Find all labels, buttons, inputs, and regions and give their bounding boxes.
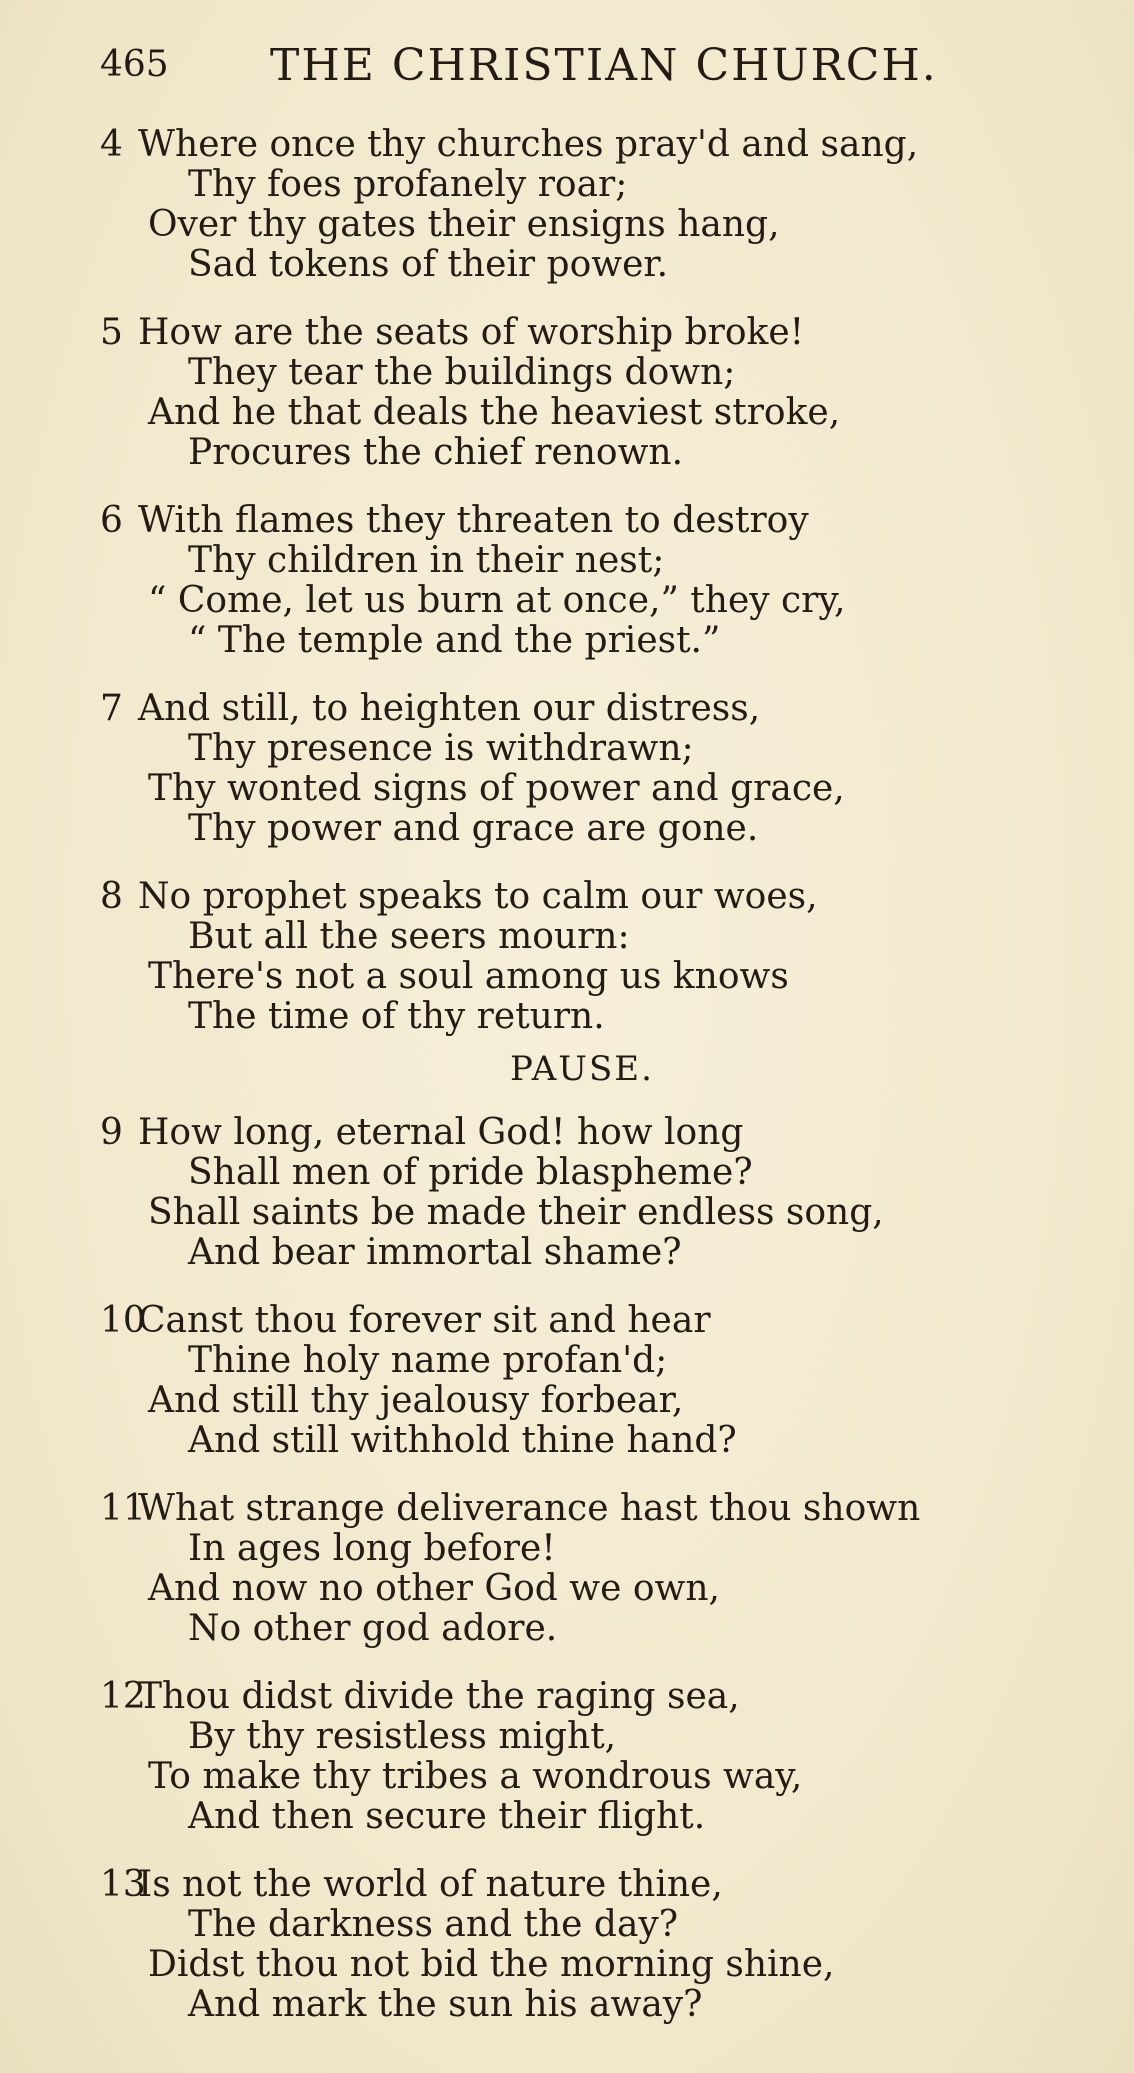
stanza-number: 12 xyxy=(100,1676,146,1717)
pause-heading: PAUSE. xyxy=(510,1049,654,1089)
stanza-line: No other god adore. xyxy=(188,1608,558,1649)
stanza-line: Thy power and grace are gone. xyxy=(188,808,759,849)
stanza-line: Didst thou not bid the morning shine, xyxy=(148,1944,835,1985)
stanza-line: And now no other God we own, xyxy=(148,1568,720,1609)
stanza-line xyxy=(100,1301,1040,1341)
page-number: 465 xyxy=(100,44,169,85)
stanza-number: 7 xyxy=(100,688,123,729)
stanza-line xyxy=(100,1489,1040,1529)
stanza-line: Sad tokens of their power. xyxy=(188,244,669,285)
stanza-8 xyxy=(100,877,1040,1037)
page-header xyxy=(100,40,1000,100)
stanza-10 xyxy=(100,1301,1040,1461)
stanza-line xyxy=(100,1677,1040,1717)
stanza-line: And still thy jealousy forbear, xyxy=(148,1380,684,1421)
stanza-line: Shall saints be made their endless song, xyxy=(148,1192,884,1233)
line-text: What strange deliverance hast thou shown xyxy=(138,1488,921,1529)
stanza-number: 8 xyxy=(100,876,123,917)
line-text: How long, eternal God! how long xyxy=(138,1112,744,1153)
stanza-line xyxy=(100,125,1040,165)
stanza-line xyxy=(100,1865,1040,1905)
stanza-line: The darkness and the day? xyxy=(188,1904,679,1945)
stanza-line: And bear immortal shame? xyxy=(188,1232,682,1273)
stanza-line: Thy wonted signs of power and grace, xyxy=(148,768,845,809)
stanza-11 xyxy=(100,1489,1040,1649)
stanza-line: And still withhold thine hand? xyxy=(188,1420,737,1461)
stanza-line: And he that deals the heaviest stroke, xyxy=(148,392,841,433)
stanza-line: In ages long before! xyxy=(188,1528,556,1569)
stanza-4 xyxy=(100,125,1040,285)
stanza-line: “ The temple and the priest.” xyxy=(188,620,721,661)
line-text: Canst thou forever sit and hear xyxy=(138,1300,711,1341)
stanza-line: “ Come, let us burn at once,” they cry, xyxy=(148,580,846,621)
hymn-body xyxy=(100,125,1040,2053)
stanza-line: And then secure their flight. xyxy=(188,1796,706,1837)
line-text: No prophet speaks to calm our woes, xyxy=(138,876,818,917)
stanza-line: Thy presence is withdrawn; xyxy=(188,728,694,769)
stanza-line: By thy resistless might, xyxy=(188,1716,617,1757)
line-text: Thou didst divide the raging sea, xyxy=(138,1676,740,1717)
line-text: Is not the world of nature thine, xyxy=(138,1864,723,1905)
stanza-number: 5 xyxy=(100,312,123,353)
stanza-6 xyxy=(100,501,1040,661)
stanza-line: Thine holy name profan'd; xyxy=(188,1340,668,1381)
stanza-line: And mark the sun his away? xyxy=(188,1984,703,2025)
stanza-number: 13 xyxy=(100,1864,146,1905)
stanza-7 xyxy=(100,689,1040,849)
stanza-line: To make thy tribes a wondrous way, xyxy=(148,1756,803,1797)
line-text: With flames they threaten to destroy xyxy=(138,500,809,541)
stanza-line: But all the seers mourn: xyxy=(188,916,630,957)
stanza-line: Procures the chief renown. xyxy=(188,432,684,473)
stanza-line xyxy=(100,1113,1040,1153)
stanza-line xyxy=(100,689,1040,729)
stanza-9 xyxy=(100,1113,1040,1273)
stanza-line: They tear the buildings down; xyxy=(188,352,736,393)
stanza-line: Thy foes profanely roar; xyxy=(188,164,628,205)
stanza-number: 11 xyxy=(100,1488,146,1529)
stanza-number: 6 xyxy=(100,500,123,541)
line-text: Where once thy churches pray'd and sang, xyxy=(138,124,919,165)
stanza-5 xyxy=(100,313,1040,473)
stanza-line: Over thy gates their ensigns hang, xyxy=(148,204,780,245)
stanza-13 xyxy=(100,1865,1040,2025)
stanza-line xyxy=(100,313,1040,353)
running-title: THE CHRISTIAN CHURCH. xyxy=(270,40,938,91)
stanza-line: The time of thy return. xyxy=(188,996,605,1037)
stanza-number: 10 xyxy=(100,1300,146,1341)
line-text: And still, to heighten our distress, xyxy=(138,688,761,729)
stanza-12 xyxy=(100,1677,1040,1837)
stanza-line: Shall men of pride blaspheme? xyxy=(188,1152,753,1193)
stanza-line xyxy=(100,501,1040,541)
line-text: How are the seats of worship broke! xyxy=(138,312,805,353)
stanza-number: 9 xyxy=(100,1112,123,1153)
stanza-line: There's not a soul among us knows xyxy=(148,956,789,997)
stanza-number: 4 xyxy=(100,124,123,165)
stanza-line: Thy children in their nest; xyxy=(188,540,665,581)
stanza-line xyxy=(100,877,1040,917)
